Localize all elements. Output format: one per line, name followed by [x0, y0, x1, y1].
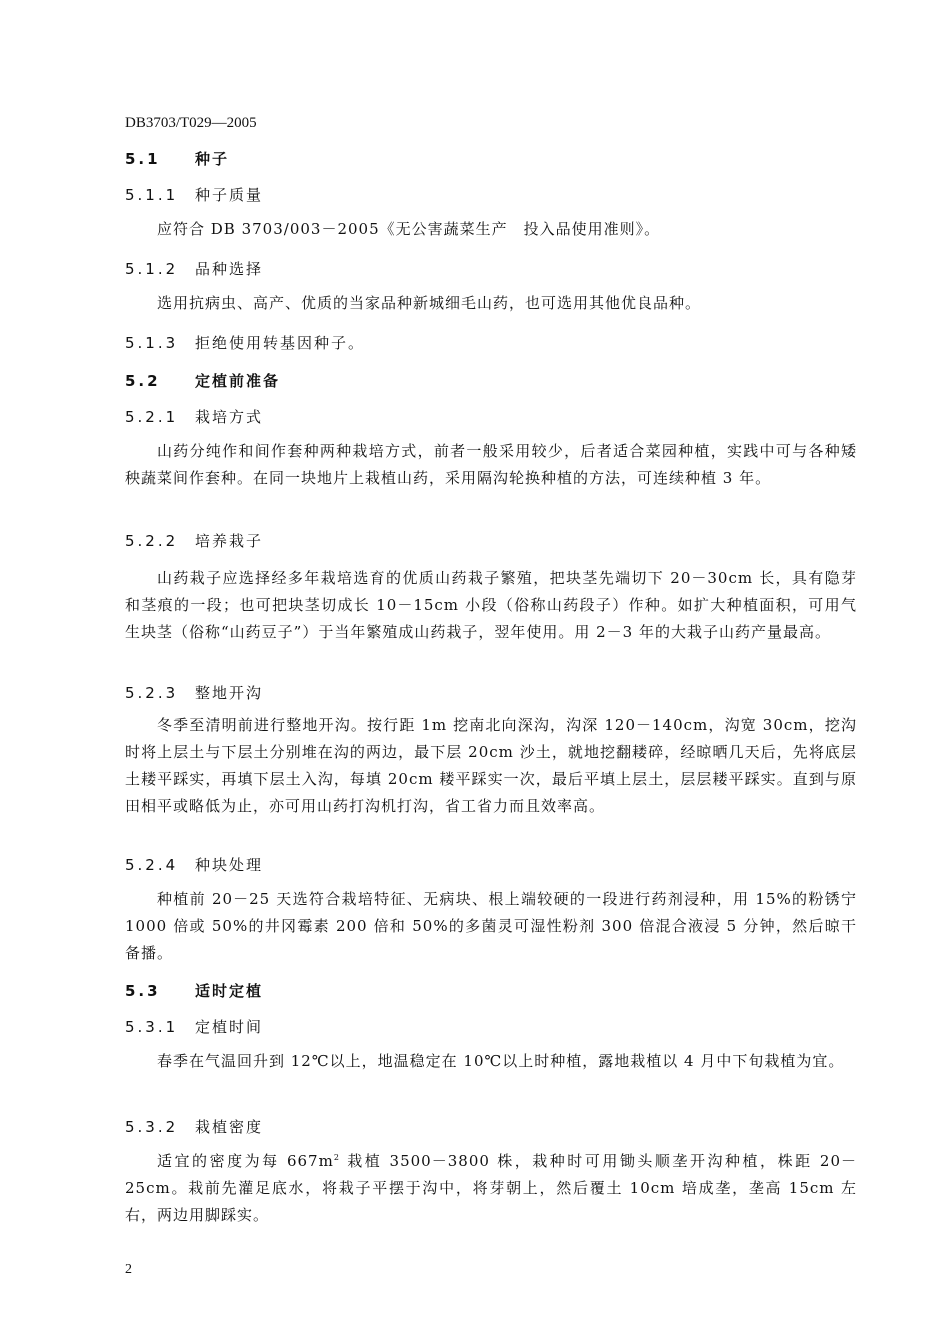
section-title: 种子质量 — [195, 186, 264, 204]
section-title: 整地开沟 — [195, 684, 264, 702]
section-title: 定植前准备 — [195, 372, 281, 390]
section-heading-5-2-2 — [125, 530, 263, 551]
section-number: 5.3.2 — [125, 1118, 179, 1136]
section-number: 5.2 — [125, 372, 161, 390]
paragraph-5-1-1: 应符合 DB 3703/003－2005《无公害蔬菜生产 投入品使用准则》。 — [157, 220, 661, 238]
section-heading-5-2-3 — [125, 682, 263, 703]
section-number: 5.3.1 — [125, 1018, 179, 1036]
section-title: 栽植密度 — [195, 1118, 264, 1136]
section-title: 培养栽子 — [195, 532, 264, 550]
section-number: 5.3 — [125, 982, 161, 1000]
section-heading-5-1 — [125, 148, 229, 169]
section-number: 5.2.2 — [125, 532, 179, 550]
section-heading-5-2-1 — [125, 406, 263, 427]
section-heading-5-1-3 — [125, 332, 365, 353]
section-title: 品种选择 — [195, 260, 264, 278]
section-title: 拒绝使用转基因种子。 — [195, 334, 366, 352]
paragraph-5-2-3: 冬季至清明前进行整地开沟。按行距 1m 挖南北向深沟，沟深 120－140cm，沟宽 30cm，挖沟时将上层土与下层土分别堆在沟的两边，最下层 20cm 沙土，就地挖翻耧碎，经晾晒几天后，先将底层土耧平踩实，再填下层土入沟，每填 20cm 耧平踩实一次，最后平填上层土，层层耧平踩实。直到与原田相平或略低为止，亦可用山药打沟机打沟，省工省力而且效率高。 — [125, 716, 857, 815]
section-number: 5.2.4 — [125, 856, 179, 874]
section-number: 5.2.1 — [125, 408, 179, 426]
paragraph-5-3-2 — [125, 1148, 857, 1229]
section-number: 5.2.3 — [125, 684, 179, 702]
section-title: 定植时间 — [195, 1018, 264, 1036]
paragraph-5-2-2: 山药栽子应选择经多年栽培选育的优质山药栽子繁殖，把块茎先端切下 20－30cm 长，具有隐芽和茎痕的一段；也可把块茎切成长 10－15cm 小段（俗称山药段子）作种。如扩大种植面积，可用气生块茎（俗称“山药豆子”）于当年繁殖成山药栽子，翌年使用。用 2－3 年的大栽子山药产量最高。 — [125, 569, 857, 641]
superscript-2: 2 — [333, 1153, 340, 1162]
section-number: 5.1 — [125, 150, 161, 168]
section-number: 5.1.3 — [125, 334, 179, 352]
section-number: 5.1.1 — [125, 186, 179, 204]
paragraph-5-2-4: 种植前 20－25 天选符合栽培特征、无病块、根上端较硬的一段进行药剂浸种，用 15%的粉锈宁 1000 倍或 50%的井冈霉素 200 倍和 50%的多菌灵可湿性粉剂 300 倍混合液浸 5 分钟，然后晾干备播。 — [125, 890, 857, 962]
section-heading-5-3 — [125, 980, 263, 1001]
section-heading-5-3-1 — [125, 1016, 263, 1037]
section-title: 栽培方式 — [195, 408, 264, 426]
paragraph-text: 栽植 3500－3800 株，栽种时可用锄头顺垄开沟种植，株距 20－25cm。栽前先灌足底水，将栽子平摆于沟中，将芽朝上，然后覆土 10cm 培成垄，垄高 15cm 左右，两边用脚踩实。 — [125, 1152, 858, 1224]
section-heading-5-2-4 — [125, 854, 263, 875]
section-heading-5-2 — [125, 370, 280, 391]
paragraph-5-3-1: 春季在气温回升到 12℃以上，地温稳定在 10℃以上时种植，露地栽植以 4 月中下旬栽植为宜。 — [157, 1052, 845, 1070]
section-title: 适时定植 — [195, 982, 264, 1000]
paragraph-5-2-1: 山药分纯作和间作套种两种栽培方式，前者一般采用较少，后者适合菜园种植，实践中可与各种矮秧蔬菜间作套种。在同一块地片上栽植山药，采用隔沟轮换种植的方法，可连续种植 3 年。 — [125, 442, 857, 487]
section-heading-5-1-2 — [125, 258, 263, 279]
document-id: DB3703/T029—2005 — [125, 115, 257, 131]
paragraph-text: 适宜的密度为每 667m — [157, 1152, 334, 1170]
section-heading-5-1-1 — [125, 184, 263, 205]
section-title: 种块处理 — [195, 856, 264, 874]
section-heading-5-3-2 — [125, 1116, 263, 1137]
page-number: 2 — [125, 1262, 132, 1277]
section-number: 5.1.2 — [125, 260, 179, 278]
paragraph-5-1-2: 选用抗病虫、高产、优质的当家品种新城细毛山药，也可选用其他优良品种。 — [157, 294, 702, 312]
section-title: 种子 — [195, 150, 230, 168]
